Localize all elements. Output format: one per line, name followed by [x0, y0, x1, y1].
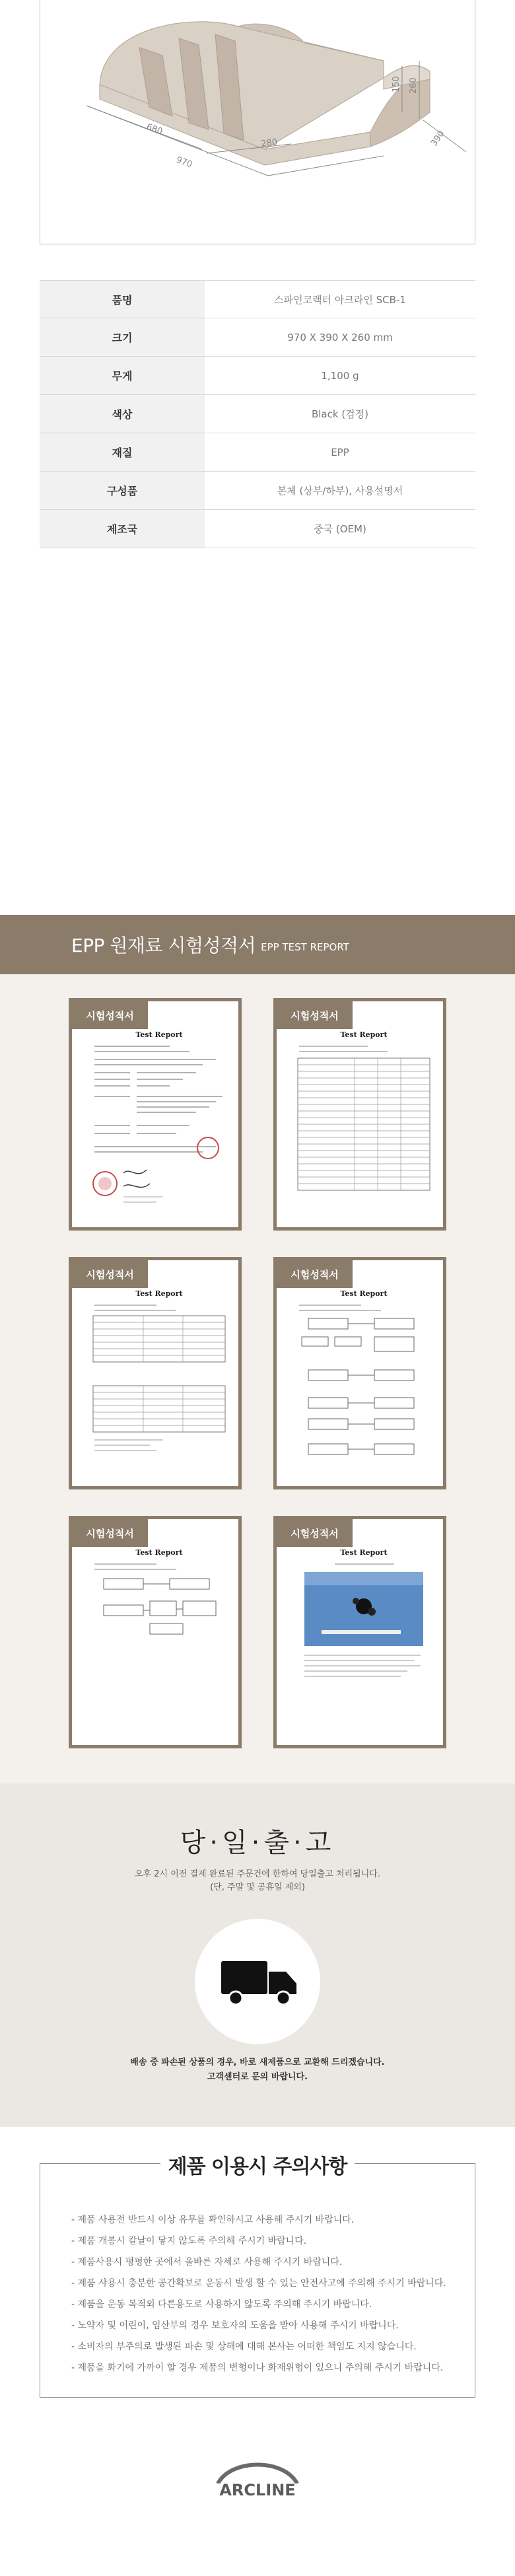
spec-label: 품명: [40, 281, 205, 318]
certificate-tag: 시험성적서: [72, 1001, 148, 1029]
caution-item: - 소비자의 부주의로 발생된 파손 및 상해에 대해 본사는 어떠한 책임도 지지 않습니다.: [71, 2342, 417, 2352]
spec-value: Black (검정): [311, 408, 369, 420]
epp-subtitle: EPP TEST REPORT: [261, 941, 349, 953]
spec-label: 재질: [40, 433, 205, 471]
caution-item: - 노약자 및 어린이, 임산부의 경우 보호자의 도움을 받아 사용해 주시기 바랍니다.: [71, 2320, 399, 2331]
delivery-note-line1: 배송 중 파손된 상품의 경우, 바로 새제품으로 교환해 드리겠습니다.: [130, 2057, 385, 2067]
spec-row: [40, 357, 475, 395]
report-page-graphic: [90, 1028, 228, 1219]
delivery-description: [0, 1868, 515, 1894]
spec-label: 크기: [40, 318, 205, 356]
product-drawing: [40, 0, 476, 244]
delivery-note-line2: 고객센터로 문의 바랍니다.: [207, 2072, 308, 2082]
caution-item: - 제품을 운동 목적외 다른용도로 사용하지 않도록 주의해 주시기 바랍니다.: [71, 2299, 372, 2310]
spec-value: 1,100 g: [321, 369, 359, 382]
certificate-doc-title: Test Report: [340, 1289, 388, 1298]
spec-row: [40, 395, 475, 433]
delivery-section: [0, 1783, 515, 2127]
epp-title: EPP 원재료 시험성적서: [71, 935, 256, 956]
certificate-doc-title: Test Report: [135, 1548, 183, 1557]
spec-value: 스파인코렉터 아크라인 SCB-1: [274, 293, 406, 306]
dim-150: 150: [392, 76, 401, 92]
spec-value: EPP: [331, 446, 349, 458]
caution-list: [71, 2209, 467, 2379]
certificate-card[interactable]: [69, 998, 242, 1231]
spec-value: 970 X 390 X 260 mm: [287, 331, 393, 343]
brand-logo: [205, 2457, 310, 2503]
certificate-card[interactable]: [69, 1257, 242, 1489]
spec-table: [40, 280, 475, 548]
caution-item: - 제품사용시 평평한 곳에서 올바른 자세로 사용해 주시기 바랍니다.: [71, 2257, 343, 2268]
caution-title: 제품 이용시 주의사항: [160, 2150, 355, 2179]
certificate-doc-title: Test Report: [340, 1030, 388, 1039]
delivery-desc-line1: 오후 2시 이전 결제 완료된 주문건에 한하여 당일출고 처리됩니다.: [135, 1869, 380, 1879]
spec-label: 색상: [40, 395, 205, 433]
report-photo-graphic: [295, 1546, 432, 1737]
certificate-doc-title: Test Report: [340, 1548, 388, 1557]
spec-label: 구성품: [40, 472, 205, 509]
delivery-note: [0, 2056, 515, 2085]
certificate-tag: 시험성적서: [277, 1001, 353, 1029]
certificate-document: [295, 1028, 432, 1219]
logo-arch-icon: [205, 2457, 310, 2484]
spec-label: 무게: [40, 357, 205, 394]
caution-item: - 제품 사용시 충분한 공간확보로 운동시 발생 할 수 있는 안전사고에 주의해 주시기 바랍니다.: [71, 2278, 446, 2289]
certificate-document: [90, 1546, 228, 1737]
certificate-doc-title: Test Report: [135, 1289, 183, 1298]
caution-item: - 제품 사용전 반드시 이상 유무를 확인하시고 사용해 주시기 바랍니다.: [71, 2215, 355, 2225]
caution-item: - 제품 개봉시 칼날이 닿지 않도록 주의해 주시기 바랍니다.: [71, 2236, 307, 2246]
delivery-title: 당·일·출·고: [180, 1828, 335, 1858]
certificate-card[interactable]: [273, 1516, 446, 1748]
certificate-document: [90, 1028, 228, 1219]
certificate-card[interactable]: [273, 1257, 446, 1489]
spec-row: [40, 433, 475, 472]
dim-680: 680: [145, 122, 164, 137]
spec-row: [40, 280, 475, 318]
dim-970: 970: [174, 155, 194, 170]
certificate-card[interactable]: [273, 998, 446, 1231]
spec-row: [40, 472, 475, 510]
delivery-circle: [195, 1919, 320, 2044]
logo-text: ARCLINE: [219, 2481, 296, 2499]
report-table-graphic: [90, 1287, 228, 1478]
certificate-section: [0, 974, 515, 1783]
delivery-desc-line2: (단, 주말 및 공휴일 제외): [210, 1882, 305, 1892]
dim-390: 390: [429, 129, 447, 149]
spec-row: [40, 318, 475, 357]
caution-title-wrap: [0, 2150, 515, 2179]
certificate-document: [295, 1546, 432, 1737]
spec-value: 중국 (OEM): [314, 523, 366, 535]
dimension-diagram: [40, 0, 475, 244]
certificate-tag: 시험성적서: [72, 1519, 148, 1547]
report-flowchart-graphic: [90, 1546, 228, 1737]
epp-banner: [0, 915, 515, 974]
spec-value: 본체 (상부/하부), 사용설명서: [277, 485, 403, 497]
truck-icon: [195, 1919, 320, 2044]
caution-item: - 제품을 화기에 가까이 할 경우 제품의 변형이나 화재위험이 있으니 주의해 주시기 바랍니다.: [71, 2363, 444, 2373]
spec-row: [40, 510, 475, 548]
certificate-card[interactable]: [69, 1516, 242, 1748]
certificate-doc-title: Test Report: [135, 1030, 183, 1039]
spec-label: 제조국: [40, 510, 205, 548]
report-table-graphic: [295, 1028, 432, 1219]
certificate-document: [295, 1287, 432, 1478]
certificate-tag: 시험성적서: [72, 1260, 148, 1288]
report-flowchart-graphic: [295, 1287, 432, 1478]
dim-280: 280: [260, 137, 279, 149]
certificate-document: [90, 1287, 228, 1478]
certificate-tag: 시험성적서: [277, 1519, 353, 1547]
dim-260: 260: [409, 77, 419, 94]
certificate-tag: 시험성적서: [277, 1260, 353, 1288]
